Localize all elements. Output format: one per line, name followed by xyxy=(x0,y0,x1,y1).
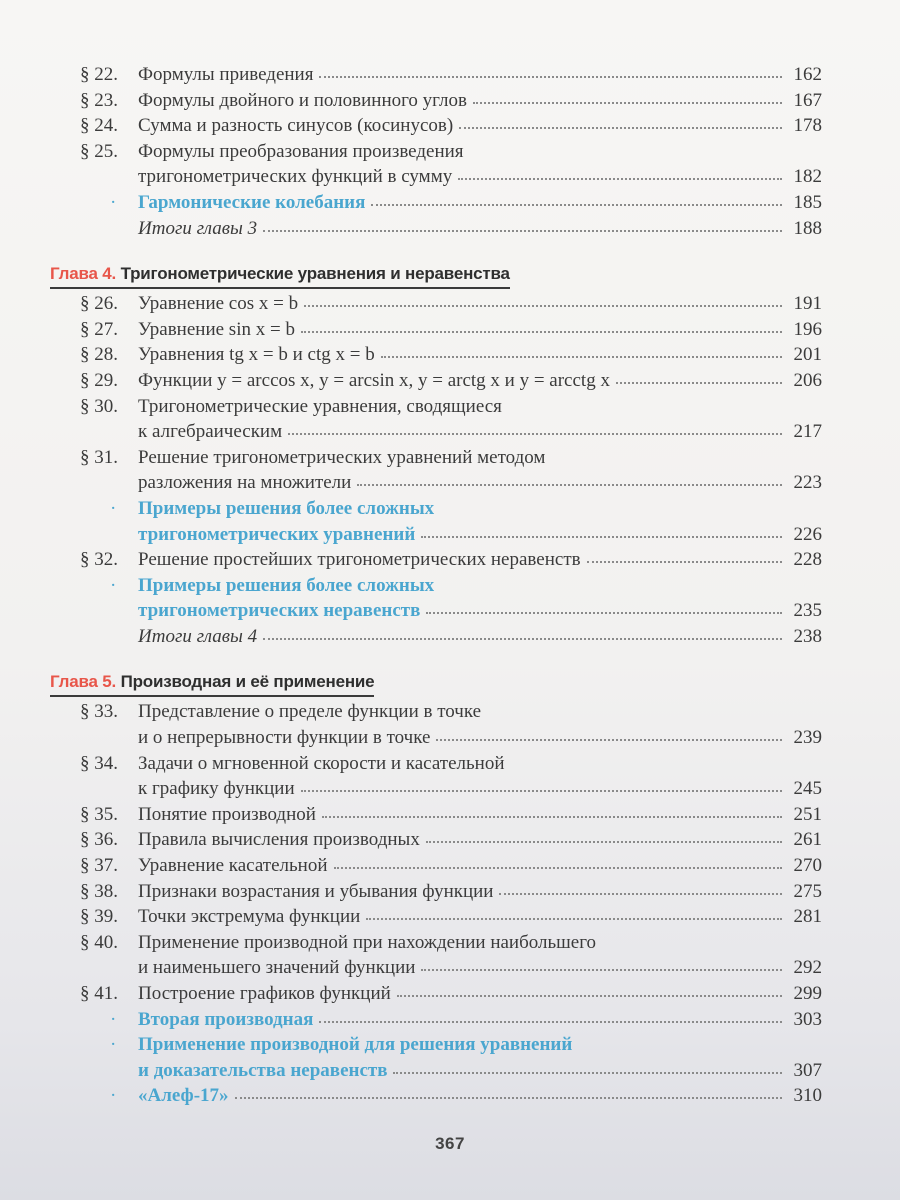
entry-title: Решение простейших тригонометрических неравенств xyxy=(138,549,581,571)
toc-entry[interactable] xyxy=(80,445,822,496)
entry-title: Правила вычисления производных xyxy=(138,829,420,851)
section-number: § 22. xyxy=(80,64,118,85)
dot-leader xyxy=(616,378,782,384)
chapter-5-label: Глава 5. xyxy=(50,672,117,692)
page-ref: 235 xyxy=(793,600,822,622)
chapter-4-title: Тригонометрические уравнения и неравенства xyxy=(120,264,510,284)
section-number: § 28. xyxy=(80,344,118,366)
section-number: § 30. xyxy=(80,395,118,417)
section-number: § 34. xyxy=(80,752,118,774)
page-ref: 185 xyxy=(793,191,822,213)
entry-title: Сумма и разность синусов (косинусов) xyxy=(138,115,454,137)
dot-leader xyxy=(322,812,782,818)
toc-entry-line xyxy=(80,598,822,624)
toc-entry-line xyxy=(80,573,822,599)
bullet-icon: · xyxy=(110,191,117,213)
bullet-icon: · xyxy=(110,1034,117,1056)
entry-title: Уравнение sin x = b xyxy=(138,318,295,340)
dot-leader xyxy=(499,889,782,895)
dot-leader xyxy=(304,301,782,307)
dot-leader xyxy=(426,608,782,614)
toc-entry-line xyxy=(80,751,822,777)
entry-title: тригонометрических функций в сумму xyxy=(138,166,453,188)
toc-entry-line xyxy=(80,981,822,1007)
page-number: 367 xyxy=(435,1134,465,1153)
page-ref: 217 xyxy=(793,421,822,443)
toc-entry-line xyxy=(80,624,822,650)
dot-leader xyxy=(319,1017,782,1023)
entry-title: Уравнения tg x = b и ctg x = b xyxy=(138,344,375,366)
page-ref: 196 xyxy=(793,318,822,340)
page-ref: 270 xyxy=(793,855,822,877)
toc-entry-line xyxy=(80,827,822,853)
toc-entry[interactable] xyxy=(80,751,822,802)
page-ref: 310 xyxy=(793,1085,822,1107)
toc-entry-line xyxy=(80,190,822,216)
entry-title: Примеры решения более сложных xyxy=(138,574,435,596)
toc-entry-line xyxy=(80,547,822,573)
toc-entry-line xyxy=(80,342,822,368)
section-number: § 23. xyxy=(80,89,118,111)
section-number: § 31. xyxy=(80,446,118,468)
toc-entry-line xyxy=(80,470,822,496)
toc-entry-line xyxy=(80,1007,822,1033)
section-number: § 33. xyxy=(80,701,118,723)
dot-leader xyxy=(319,72,782,78)
page-ref: 188 xyxy=(793,217,822,239)
toc-entry[interactable] xyxy=(80,699,822,750)
entry-title: тригонометрических уравнений xyxy=(138,523,416,545)
entry-title: Формулы приведения xyxy=(138,64,314,85)
entry-title: Гармонические колебания xyxy=(138,191,366,213)
page-ref: 303 xyxy=(793,1008,822,1030)
toc-entry-line xyxy=(80,879,822,905)
entry-title: Примеры решения более сложных xyxy=(138,497,435,519)
bullet-icon: · xyxy=(110,1085,117,1107)
page-ref: 223 xyxy=(793,472,822,494)
section-number: § 27. xyxy=(80,318,118,340)
toc-entry[interactable] xyxy=(80,624,822,650)
toc-entry-line xyxy=(80,853,822,879)
page-ref: 239 xyxy=(793,727,822,749)
dot-leader xyxy=(301,786,782,792)
bullet-icon: · xyxy=(110,574,117,596)
dot-leader xyxy=(263,226,782,232)
chapter-4-list xyxy=(80,291,822,649)
toc-entry[interactable] xyxy=(80,139,822,190)
toc-entry[interactable] xyxy=(80,88,822,114)
page-ref: 228 xyxy=(793,549,822,571)
page-ref: 201 xyxy=(793,344,822,366)
toc-entry[interactable] xyxy=(80,827,822,853)
page-ref: 191 xyxy=(793,293,822,315)
section-number: § 26. xyxy=(80,293,118,315)
entry-title: Формулы преобразования произведения xyxy=(138,140,464,162)
entry-title: к графику функции xyxy=(138,778,295,800)
page-ref: 261 xyxy=(793,829,822,851)
page-ref: 206 xyxy=(793,369,822,391)
page-ref: 182 xyxy=(793,166,822,188)
entry-title: Точки экстремума функции xyxy=(138,906,361,928)
entry-title: Применение производной для решения уравнений xyxy=(138,1034,573,1056)
entry-title: Представление о пределе функции в точке xyxy=(138,701,482,723)
toc-entry[interactable] xyxy=(80,547,822,573)
section-number: § 39. xyxy=(80,906,118,928)
toc-entry[interactable] xyxy=(80,802,822,828)
chapter-5-title: Производная и её применение xyxy=(120,672,375,692)
entry-title: Понятие производной xyxy=(138,803,316,825)
dot-leader xyxy=(301,327,782,333)
entry-title: тригонометрических неравенств xyxy=(138,600,421,622)
toc-entry[interactable] xyxy=(80,394,822,445)
dot-leader xyxy=(397,991,782,997)
entry-title: Решение тригонометрических уравнений методом xyxy=(138,446,546,468)
page-ref: 226 xyxy=(793,523,822,545)
dot-leader xyxy=(288,429,782,435)
dot-leader xyxy=(459,123,782,129)
toc-entry-line xyxy=(80,394,822,420)
toc-entry[interactable] xyxy=(80,496,822,547)
page-ref: 162 xyxy=(793,64,822,85)
toc-entry-line xyxy=(80,1032,822,1058)
toc-entry-line xyxy=(80,904,822,930)
toc-entry-line xyxy=(80,930,822,956)
entry-title: и о непрерывности функции в точке xyxy=(138,727,431,749)
toc-entry-line xyxy=(80,699,822,725)
section-number: § 25. xyxy=(80,140,118,162)
chapter-4-heading[interactable] xyxy=(50,261,510,289)
dot-leader xyxy=(587,557,782,563)
entry-title: Функции y = arccos x, y = arcsin x, y = arctg x и y = arcctg x xyxy=(138,369,610,391)
entry-title: к алгебраическим xyxy=(138,421,283,443)
entry-title: разложения на множители xyxy=(138,472,352,494)
toc-entry[interactable] xyxy=(80,291,822,317)
section-number: § 24. xyxy=(80,115,118,137)
entry-title: «Алеф-17» xyxy=(138,1085,229,1107)
toc-entry-line xyxy=(80,317,822,343)
section-number: § 36. xyxy=(80,829,118,851)
entry-title: Применение производной при нахождении наибольшего xyxy=(138,931,597,953)
toc-entry-line xyxy=(80,164,822,190)
dot-leader xyxy=(421,532,782,538)
toc-entry-line xyxy=(80,1058,822,1084)
entry-title: Итоги главы 4 xyxy=(138,625,258,647)
entry-title: Итоги главы 3 xyxy=(138,217,258,239)
page-ref: 299 xyxy=(793,983,822,1004)
toc-entry-line xyxy=(80,725,822,751)
page-ref: 245 xyxy=(793,778,822,800)
section-number: § 40. xyxy=(80,931,118,953)
toc-entry[interactable] xyxy=(80,342,822,368)
toc-entry-line xyxy=(80,62,822,88)
entry-title: Признаки возрастания и убывания функции xyxy=(138,880,494,902)
toc-entry[interactable] xyxy=(80,62,822,88)
bullet-icon: · xyxy=(110,497,117,519)
entry-title: Уравнение cos x = b xyxy=(138,293,299,315)
entry-title: Построение графиков функций xyxy=(138,983,391,1004)
toc-entry[interactable] xyxy=(80,981,822,1007)
entry-title: Задачи о мгновенной скорости и касательной xyxy=(138,752,505,774)
page-ref: 251 xyxy=(793,803,822,825)
page-ref: 275 xyxy=(793,880,822,902)
toc-entry[interactable] xyxy=(80,216,822,242)
section-number: § 38. xyxy=(80,880,118,902)
bullet-icon: · xyxy=(110,1008,117,1030)
toc-entry[interactable] xyxy=(80,904,822,930)
section-number: § 37. xyxy=(80,855,118,877)
dot-leader xyxy=(235,1093,782,1099)
toc-entry-line xyxy=(80,291,822,317)
page-ref: 238 xyxy=(793,625,822,647)
chapter-5-list xyxy=(80,699,822,1109)
toc-entry-line xyxy=(80,216,822,242)
section-number: § 41. xyxy=(80,983,118,1004)
toc-entry-line xyxy=(80,776,822,802)
page-ref: 292 xyxy=(793,957,822,979)
dot-leader xyxy=(421,965,782,971)
dot-leader xyxy=(393,1068,782,1074)
dot-leader xyxy=(381,352,782,358)
toc-entry[interactable] xyxy=(80,1083,822,1109)
dot-leader xyxy=(366,914,782,920)
entry-title: Вторая производная xyxy=(138,1008,314,1030)
dot-leader xyxy=(458,174,782,180)
toc-entry[interactable] xyxy=(80,1007,822,1033)
dot-leader xyxy=(263,634,782,640)
entry-title: Тригонометрические уравнения, сводящиеся xyxy=(138,395,502,417)
entry-title: и доказательства неравенств xyxy=(138,1059,388,1081)
toc-entry[interactable] xyxy=(80,1032,822,1083)
toc-entry-line xyxy=(80,802,822,828)
page-ref: 307 xyxy=(793,1059,822,1081)
table-of-contents xyxy=(50,62,822,1109)
section-number: § 29. xyxy=(80,369,118,391)
dot-leader xyxy=(371,200,782,206)
toc-entry[interactable] xyxy=(80,573,822,624)
toc-entry-line xyxy=(80,1083,822,1109)
chapter-3-tail-list xyxy=(80,62,822,241)
dot-leader xyxy=(334,863,782,869)
entry-title: и наименьшего значений функции xyxy=(138,957,416,979)
toc-entry[interactable] xyxy=(80,368,822,394)
page-ref: 178 xyxy=(793,115,822,137)
chapter-4-label: Глава 4. xyxy=(50,264,117,284)
toc-entry-line xyxy=(80,113,822,139)
section-number: § 32. xyxy=(80,549,118,571)
chapter-5-heading[interactable] xyxy=(50,669,374,697)
toc-entry-line xyxy=(80,419,822,445)
page-ref: 281 xyxy=(793,906,822,928)
toc-entry-line xyxy=(80,522,822,548)
dot-leader xyxy=(473,98,782,104)
toc-entry[interactable] xyxy=(80,113,822,139)
toc-entry-line xyxy=(80,445,822,471)
dot-leader xyxy=(357,480,782,486)
toc-entry[interactable] xyxy=(80,853,822,879)
toc-entry[interactable] xyxy=(80,317,822,343)
toc-entry-line xyxy=(80,496,822,522)
toc-entry-line xyxy=(80,88,822,114)
toc-entry-line xyxy=(80,955,822,981)
section-number: § 35. xyxy=(80,803,118,825)
toc-entry-line xyxy=(80,139,822,165)
dot-leader xyxy=(426,837,782,843)
toc-entry-line xyxy=(80,368,822,394)
entry-title: Формулы двойного и половинного углов xyxy=(138,89,467,111)
toc-entry[interactable] xyxy=(80,930,822,981)
toc-entry[interactable] xyxy=(80,190,822,216)
toc-entry[interactable] xyxy=(80,879,822,905)
dot-leader xyxy=(436,735,782,741)
entry-title: Уравнение касательной xyxy=(138,855,328,877)
page-ref: 167 xyxy=(793,89,822,111)
